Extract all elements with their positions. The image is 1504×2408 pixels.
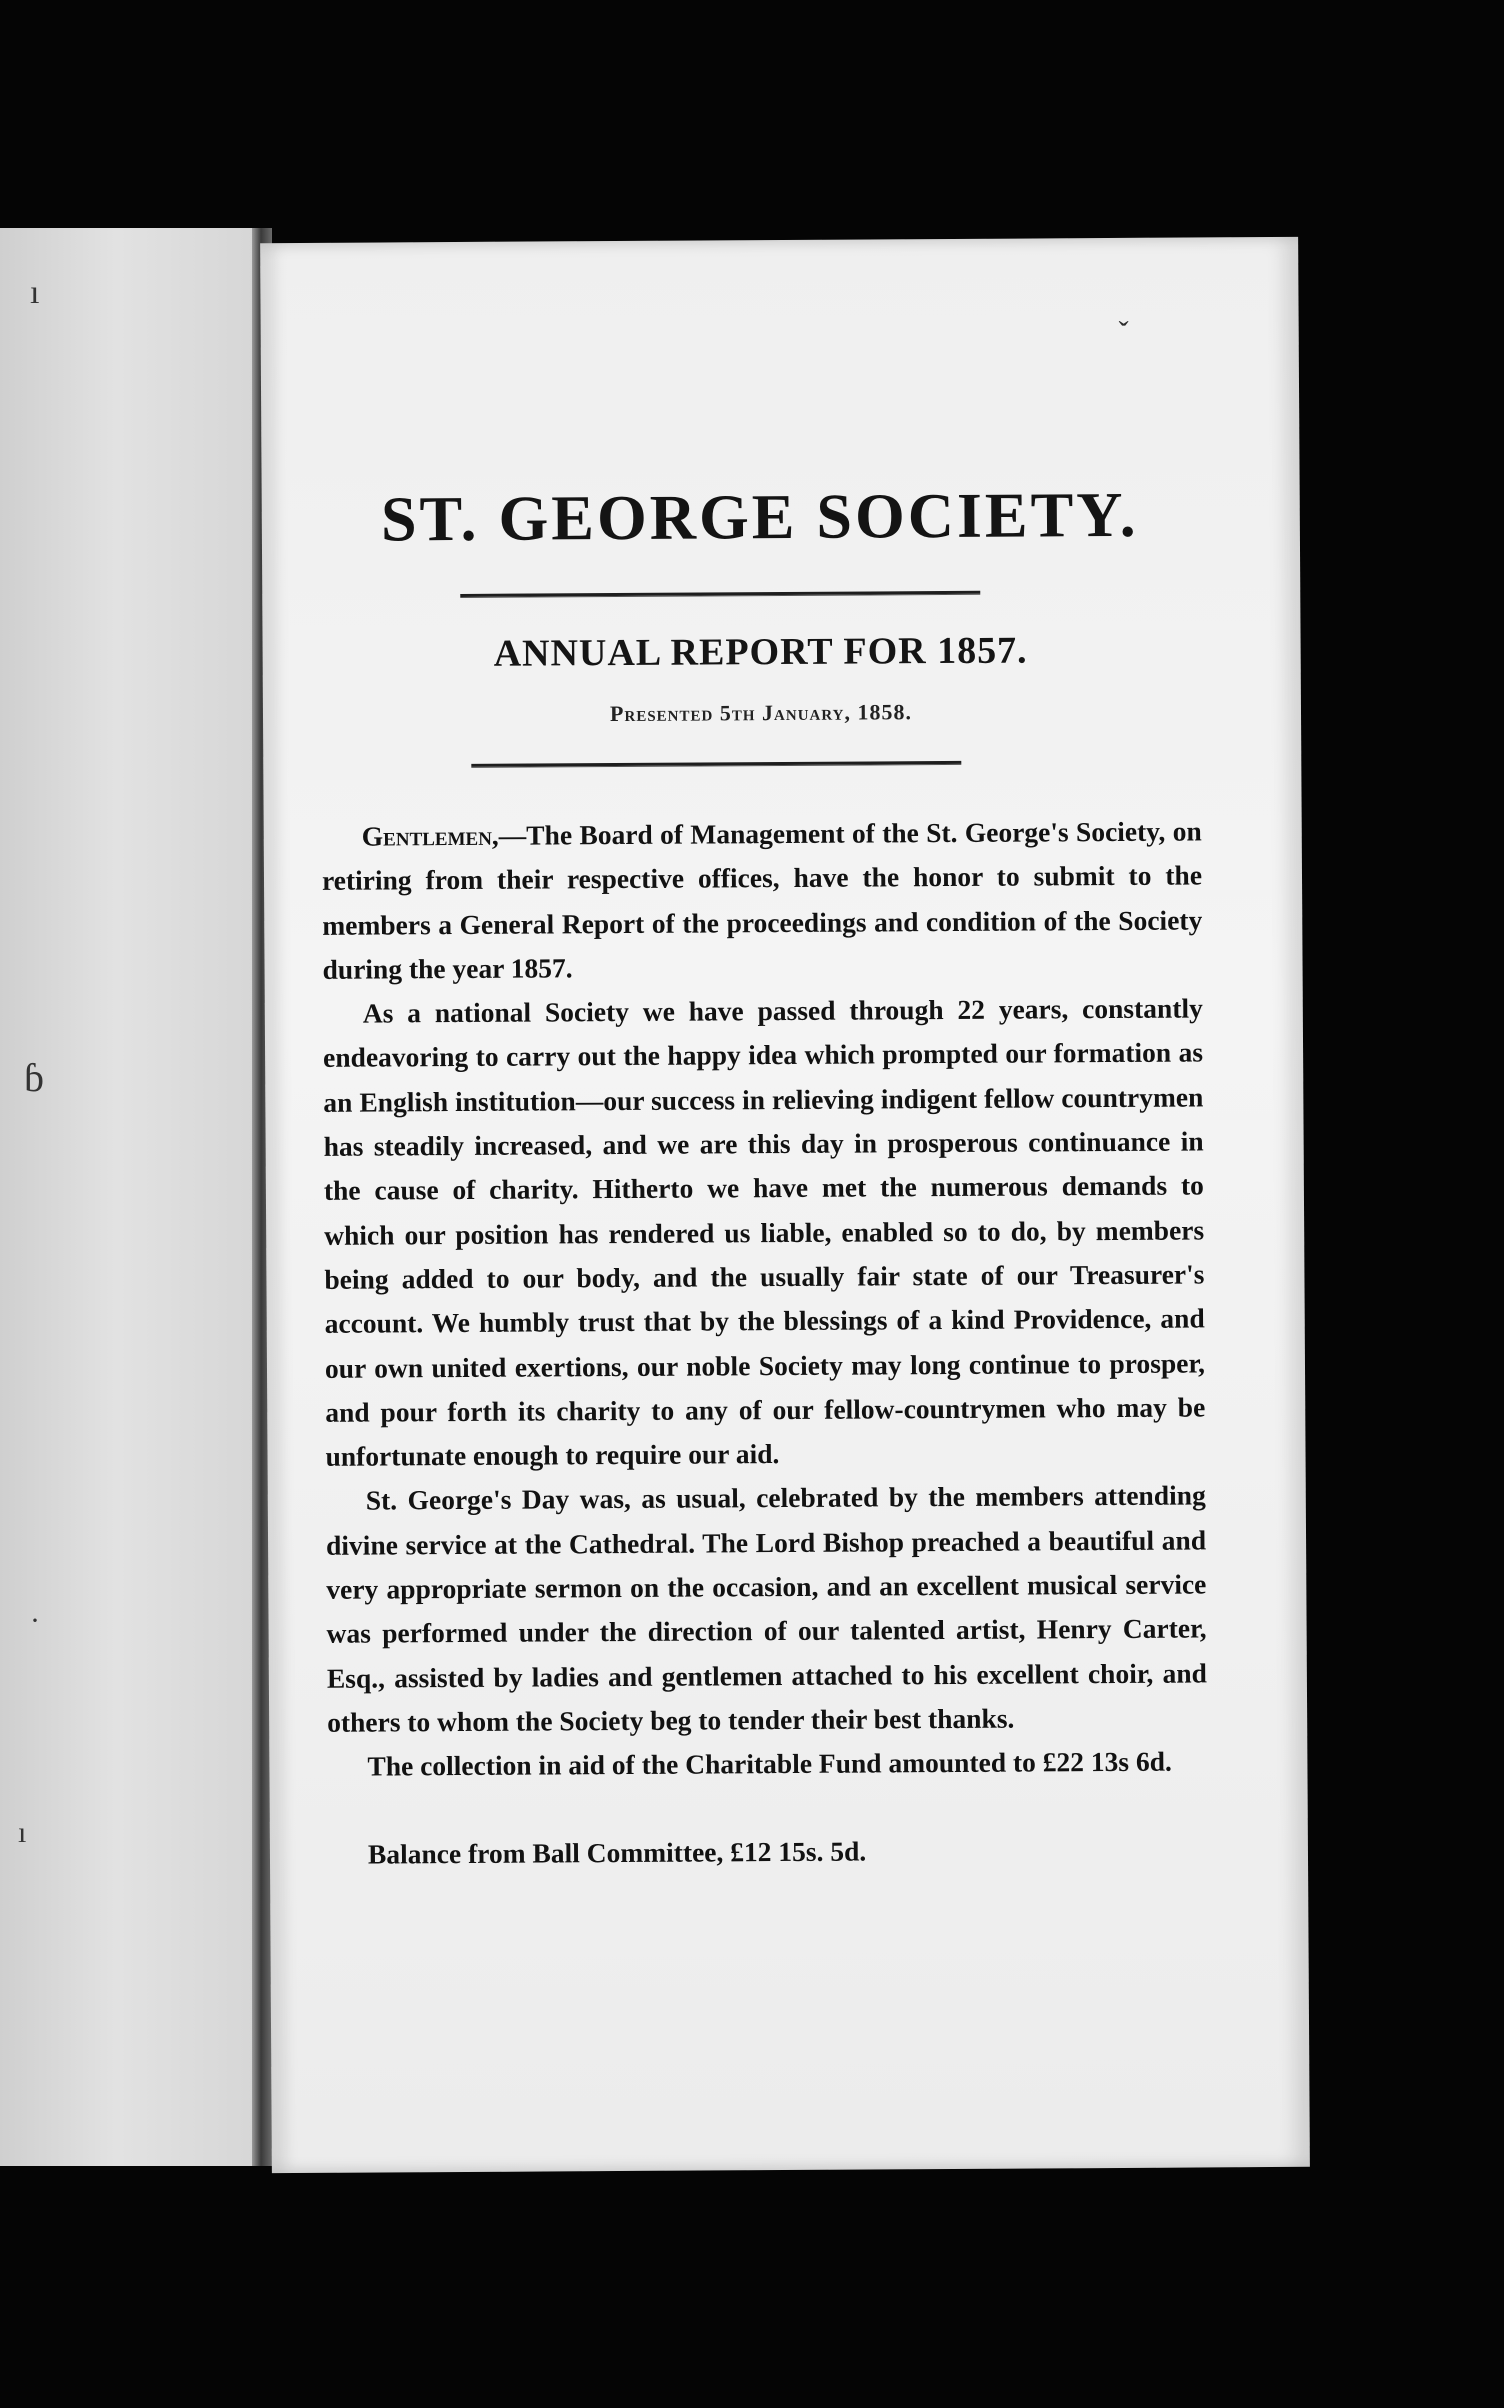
title-divider	[460, 591, 980, 598]
salutation: Gentlemen,	[361, 819, 499, 852]
paragraph-text: As a national Society we have passed through 22 years, constantly endeavoring to carry out the happy idea which prompted our formation as an English institution—our success in relieving indigent fellow countrymen has steadily increased, and we are this day in prosperous continuance in the cause of charity. Hitherto we have met the numerous demands to which our position has rendered us liable, enabled so to do, by members being added to our body, and the usually fair state of our Treasurer's account. We humbly trust that by the blessings of a kind Providence, and our own united exertions, our noble Society may long continue to prosper, and pour forth its charity to any of our fellow-countrymen who may be unfortunate enough to require our aid.	[322, 992, 1206, 1472]
paragraph-text: The collection in aid of the Charitable Fund amounted to £22 13s 6d.	[367, 1745, 1172, 1782]
presented-date: Presented 5th January, 1858.	[609, 699, 913, 727]
document-page	[260, 237, 1310, 2173]
paragraph-intro	[322, 809, 1203, 992]
margin-mark: ɓ	[24, 1055, 44, 1100]
balance-line: Balance from Ball Committee, £12 15s. 5d.	[367, 1835, 867, 1870]
paragraph-text: —The Board of Management of the St. George's Society, on retiring from their respective offices, have the honor to submit to the members a General Report of the proceedings and condition of the Society during the year 1857.	[321, 815, 1203, 985]
stray-mark: ˇ	[1118, 315, 1129, 349]
report-subtitle: ANNUAL REPORT FOR 1857.	[493, 629, 1028, 675]
header-divider	[471, 761, 961, 768]
margin-mark: ·	[30, 1604, 40, 1637]
margin-mark: ı	[18, 1816, 27, 1849]
report-body	[322, 809, 1208, 1789]
margin-mark: ı	[30, 274, 40, 311]
page-title: ST. GEORGE SOCIETY.	[380, 478, 1139, 555]
facing-page-edge	[0, 228, 258, 2166]
paragraph-text: St. George's Day was, as usual, celebrated by the members attending divine service at the Cathedral. The Lord Bishop preached a beautiful and very appropriate sermon on the occasion, and an excellent musical service was performed under the direction of our talented artist, Henry Carter, Esq., assisted by ladies and gentlemen attached to his excellent choir, and others to whom the Society beg to tender their best thanks.	[325, 1479, 1207, 1738]
